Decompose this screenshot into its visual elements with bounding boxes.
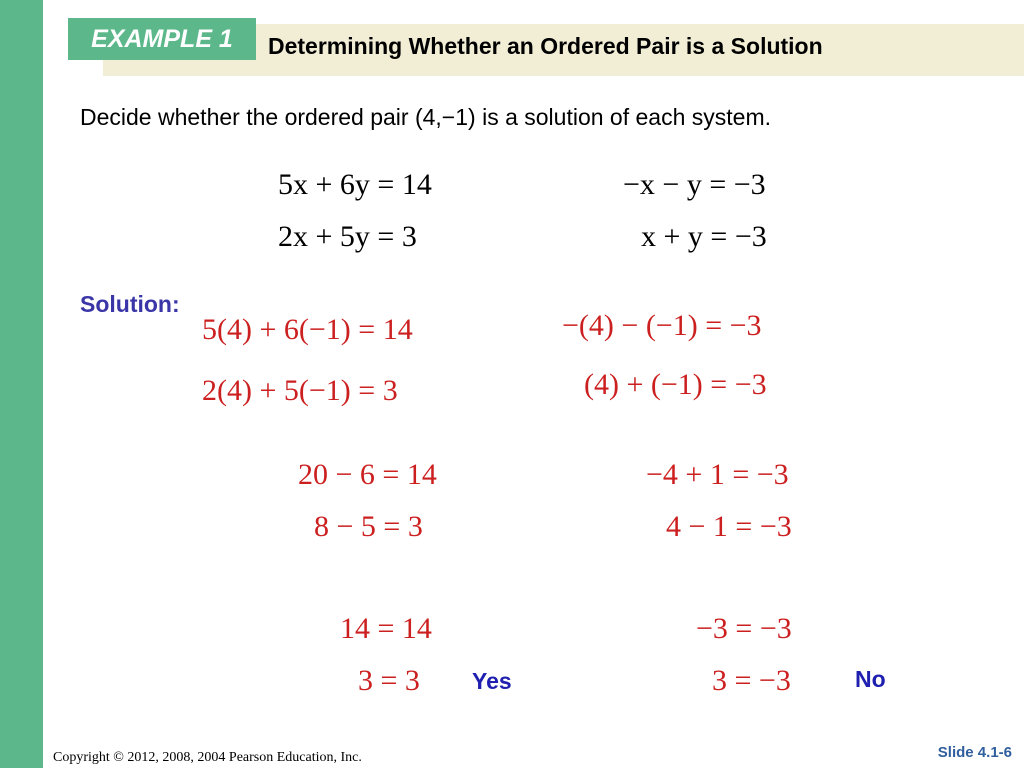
system-left-eq-2: 2x + 5y = 3	[278, 220, 417, 253]
system-left-eq-1: 5x + 6y = 14	[278, 168, 432, 201]
left-result-2: 3 = 3	[358, 664, 420, 697]
slide-number: Slide 4.1-6	[937, 744, 1012, 761]
solution-label: Solution:	[80, 291, 180, 317]
right-substitute-2: (4) + (−1) = −3	[584, 368, 767, 401]
system-right-eq-1: −x − y = −3	[623, 168, 766, 201]
right-verdict: No	[855, 666, 886, 692]
left-simplify-1: 20 − 6 = 14	[298, 458, 437, 491]
slide-title: Determining Whether an Ordered Pair is a Solution	[268, 33, 823, 59]
left-verdict: Yes	[472, 668, 512, 694]
right-result-1: −3 = −3	[696, 612, 792, 645]
right-simplify-1: −4 + 1 = −3	[646, 458, 789, 491]
problem-prompt: Decide whether the ordered pair (4,−1) is a solution of each system.	[80, 104, 771, 130]
left-simplify-2: 8 − 5 = 3	[314, 510, 423, 543]
copyright-notice: Copyright © 2012, 2008, 2004 Pearson Education, Inc.	[53, 750, 362, 765]
right-substitute-1: −(4) − (−1) = −3	[562, 309, 762, 342]
example-badge: EXAMPLE 1	[68, 18, 256, 60]
left-substitute-2: 2(4) + 5(−1) = 3	[202, 374, 398, 407]
left-substitute-1: 5(4) + 6(−1) = 14	[202, 313, 413, 346]
left-accent-bar	[0, 0, 43, 768]
left-result-1: 14 = 14	[340, 612, 432, 645]
system-right-eq-2: x + y = −3	[641, 220, 767, 253]
right-result-2: 3 = −3	[712, 664, 791, 697]
right-simplify-2: 4 − 1 = −3	[666, 510, 792, 543]
